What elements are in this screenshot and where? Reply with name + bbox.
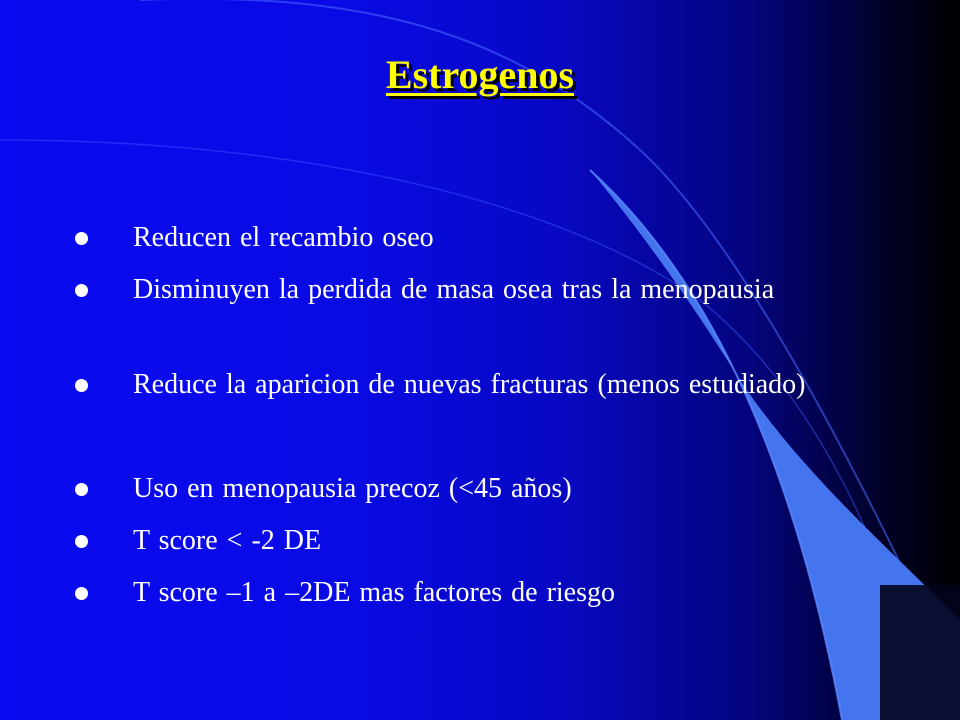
bullet-dot-icon — [75, 379, 88, 392]
bullet-dot-icon — [75, 535, 88, 548]
bullet-text: Uso en menopausia precoz (<45 años) — [133, 473, 572, 504]
bullet-dot-icon — [75, 232, 88, 245]
bullet-dot-icon — [75, 587, 88, 600]
bullet-dot-icon — [75, 483, 88, 496]
bullet-text: T score –1 a –2DE mas factores de riesgo — [133, 577, 615, 608]
bullet-dot-icon — [75, 284, 88, 297]
bullet-text: T score < -2 DE — [133, 525, 322, 556]
bullet-text: Reducen el recambio oseo — [133, 222, 434, 253]
slide-title-text: Estrogenos — [385, 52, 575, 97]
bullet-text: Reduce la aparicion de nuevas fracturas (menos estudiado) — [133, 369, 806, 400]
bullet-text: Disminuyen la perdida de masa osea tras la menopausia — [133, 274, 775, 305]
